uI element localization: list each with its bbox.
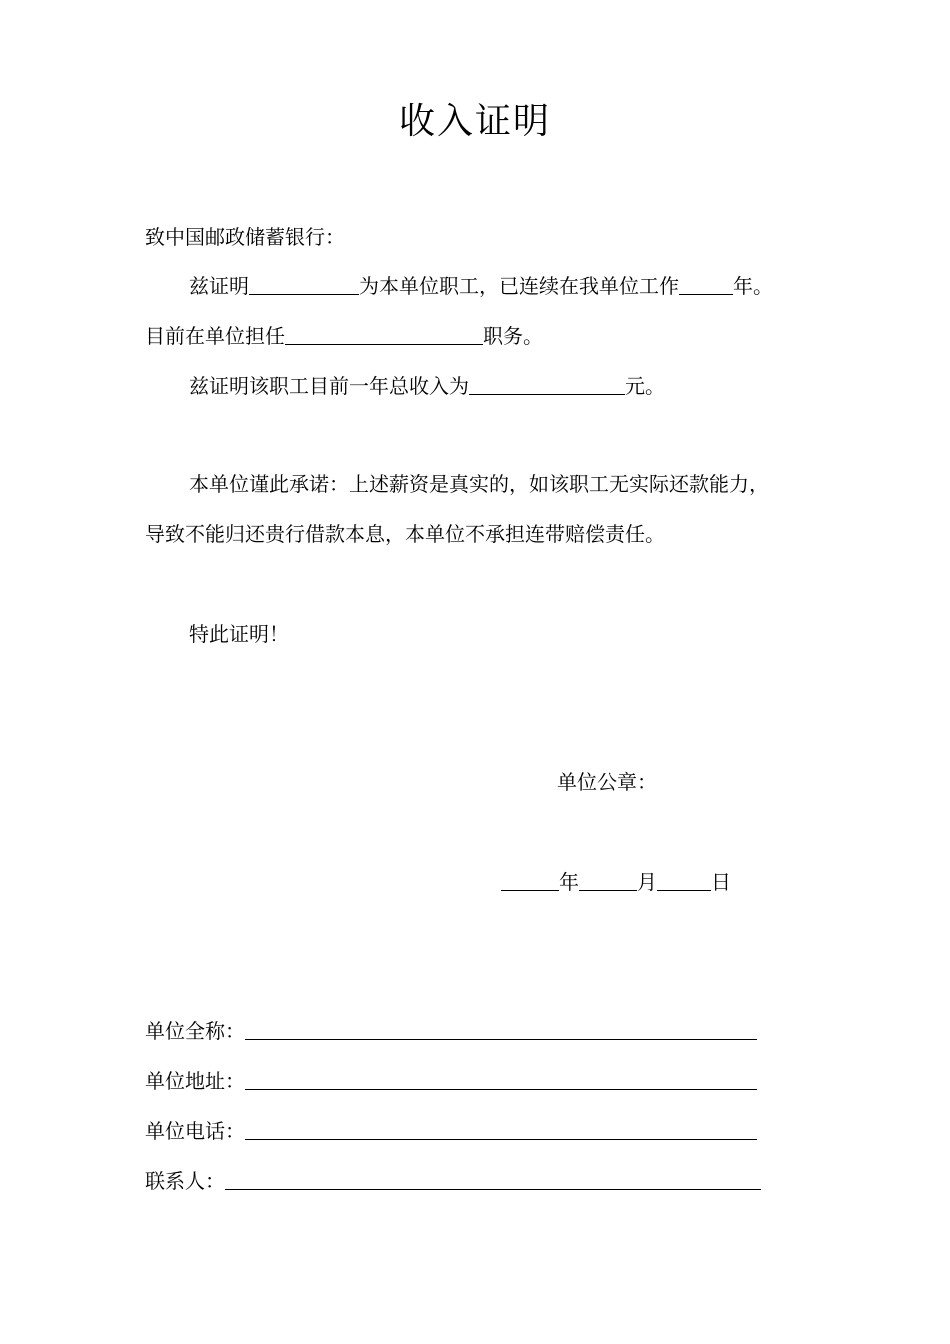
salutation: 致中国邮政储蓄银行：	[145, 225, 345, 249]
phone-label: 单位电话：	[145, 1119, 245, 1143]
address-label: 单位地址：	[145, 1069, 245, 1093]
contact-blank	[225, 1169, 761, 1190]
field-address	[145, 1066, 757, 1096]
seal-label: 单位公章：	[557, 770, 657, 794]
employment-text-2: 为本单位职工，已连续在我单位工作	[359, 274, 679, 298]
employment-text-1: 兹证明	[189, 274, 249, 298]
field-contact	[145, 1166, 761, 1196]
employment-text-3: 年。	[733, 274, 773, 298]
position-blank	[285, 324, 483, 345]
field-phone	[145, 1116, 757, 1146]
document-title: 收入证明	[398, 101, 551, 142]
years-blank	[679, 274, 733, 295]
income-text-2: 元。	[625, 374, 665, 398]
commitment-line-2: 导致不能归还贵行借款本息，本单位不承担连带赔偿责任。	[145, 522, 665, 546]
income-blank	[469, 374, 625, 395]
paragraph-position	[145, 321, 543, 351]
address-blank	[245, 1069, 757, 1090]
position-text-2: 职务。	[483, 324, 543, 348]
year-label: 年	[559, 870, 579, 894]
position-text-1: 目前在单位担任	[145, 324, 285, 348]
year-blank	[501, 870, 559, 891]
contact-label: 联系人：	[145, 1169, 225, 1193]
commitment-line-1: 本单位谨此承诺：上述薪资是真实的，如该职工无实际还款能力，	[189, 472, 769, 496]
paragraph-income	[189, 371, 665, 401]
income-text-1: 兹证明该职工目前一年总收入为	[189, 374, 469, 398]
paragraph-employment	[189, 271, 773, 301]
full-name-blank	[245, 1019, 757, 1040]
month-blank	[579, 870, 637, 891]
day-label: 日	[711, 870, 731, 894]
month-label: 月	[637, 870, 657, 894]
date-line	[501, 867, 731, 897]
full-name-label: 单位全称：	[145, 1019, 245, 1043]
employee-name-blank	[249, 274, 359, 295]
day-blank	[657, 870, 711, 891]
field-full-name	[145, 1016, 757, 1046]
phone-blank	[245, 1119, 757, 1140]
closing-statement: 特此证明！	[189, 622, 289, 646]
